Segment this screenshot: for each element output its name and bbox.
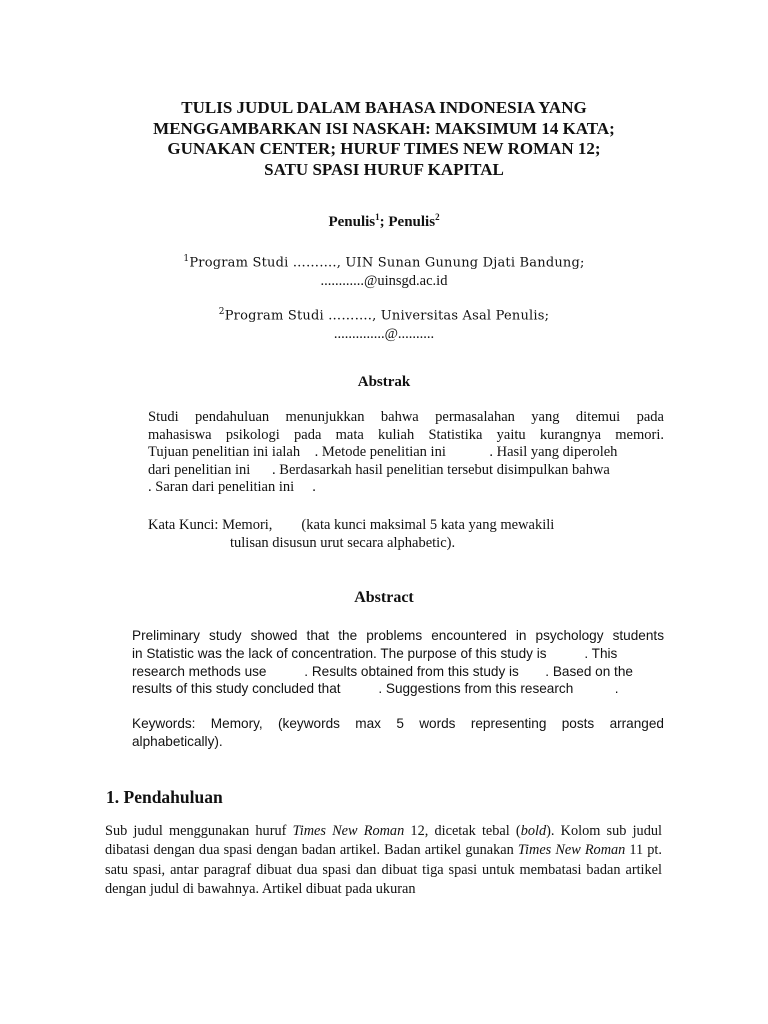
keywords: [132, 715, 664, 751]
abstract-body: [132, 627, 664, 698]
abstract-heading: Abstract: [354, 589, 414, 606]
abstract-line: in Statistic was the lack of concentration. The purpose of this study is . This: [132, 645, 618, 661]
abstrak-body: [148, 409, 664, 497]
author-superscript: 1: [375, 212, 380, 222]
author-name: Penulis: [388, 214, 436, 230]
affiliation-line: [0, 250, 768, 272]
affiliation-superscript: 1: [183, 254, 190, 264]
paragraph-text: Sub judul menggunakan huruf: [105, 823, 293, 839]
title-line: SATU SPASI HURUF KAPITAL: [264, 159, 504, 179]
paragraph-text: 11 pt. satu spasi, antar paragraf dibuat dua spasi dan dibuat tiga spasi untuk membatasi badan artikel dengan judul di bawahnya. Artikel dibuat pada ukuran: [105, 842, 662, 897]
paragraph-text: 12, dicetak tebal (: [404, 823, 521, 839]
abstract-line: research methods use . Results obtained from this study is . Based on the: [132, 663, 633, 679]
abstrak-heading: Abstrak: [357, 374, 411, 390]
abstrak-line: mahasiswa psikologi pada mata kuliah Statistika yaitu kurangnya memori.: [148, 426, 664, 443]
title-line: GUNAKAN CENTER; HURUF TIMES NEW ROMAN 12;: [167, 139, 601, 158]
abstrak-line: . Saran dari penelitian ini .: [148, 479, 316, 495]
title-line: MENGGAMBARKAN ISI NASKAH: MAKSIMUM 14 KATA;: [153, 118, 615, 138]
kata-kunci-line: tulisan disusun urut secara alphabetic).: [230, 535, 456, 551]
author-line: [0, 212, 768, 231]
section-heading: 1. Pendahuluan: [106, 787, 223, 807]
affiliation-email: ..............@..........: [333, 326, 435, 343]
section-paragraph: [105, 822, 662, 899]
keywords-line: Keywords: Memory, (keywords max 5 words representing posts arranged: [132, 716, 664, 731]
affiliation-1: [0, 250, 768, 291]
paragraph-italic: Times New Roman: [292, 823, 405, 839]
paragraph-italic: bold: [520, 823, 547, 839]
kata-kunci-line: Kata Kunci: Memori, (kata kunci maksimal 5 kata yang mewakili: [148, 517, 555, 533]
author-superscript: 2: [435, 212, 440, 222]
kata-kunci: [148, 516, 618, 552]
affiliation-text: Program Studi ………., Universitas Asal Penulis;: [224, 308, 550, 324]
paragraph-text: ). Kolom sub judul dibatasi dengan dua spasi dengan badan artikel. Badan artikel gunakan: [105, 823, 662, 859]
author-separator: ;: [379, 214, 389, 230]
affiliation-email: ............@uinsgd.ac.id: [320, 273, 448, 290]
abstrak-line: dari penelitian ini . Berdasarkah hasil penelitian tersebut disimpulkan bahwa: [148, 461, 610, 478]
affiliation-text: Program Studi ………., UIN Sunan Gunung Djati Bandung;: [189, 255, 585, 271]
paragraph-italic: Times New Roman: [517, 842, 626, 859]
abstrak-line: Tujuan penelitian ini ialah . Metode penelitian ini . Hasil yang diperoleh: [148, 444, 618, 460]
abstrak-line: Studi pendahuluan menunjukkan bahwa permasalahan yang ditemui pada: [148, 409, 664, 425]
author-name: Penulis: [328, 214, 376, 230]
affiliation-2: [0, 303, 768, 344]
paper-title: [0, 98, 768, 180]
abstract-line: results of this study concluded that . Suggestions from this research .: [132, 681, 619, 697]
affiliation-line: [0, 303, 768, 325]
title-line: TULIS JUDUL DALAM BAHASA INDONESIA YANG: [181, 98, 587, 117]
affiliation-superscript: 2: [218, 307, 225, 317]
keywords-line: alphabetically).: [132, 733, 223, 749]
abstract-line: Preliminary study showed that the problems encountered in psychology students: [132, 628, 664, 643]
